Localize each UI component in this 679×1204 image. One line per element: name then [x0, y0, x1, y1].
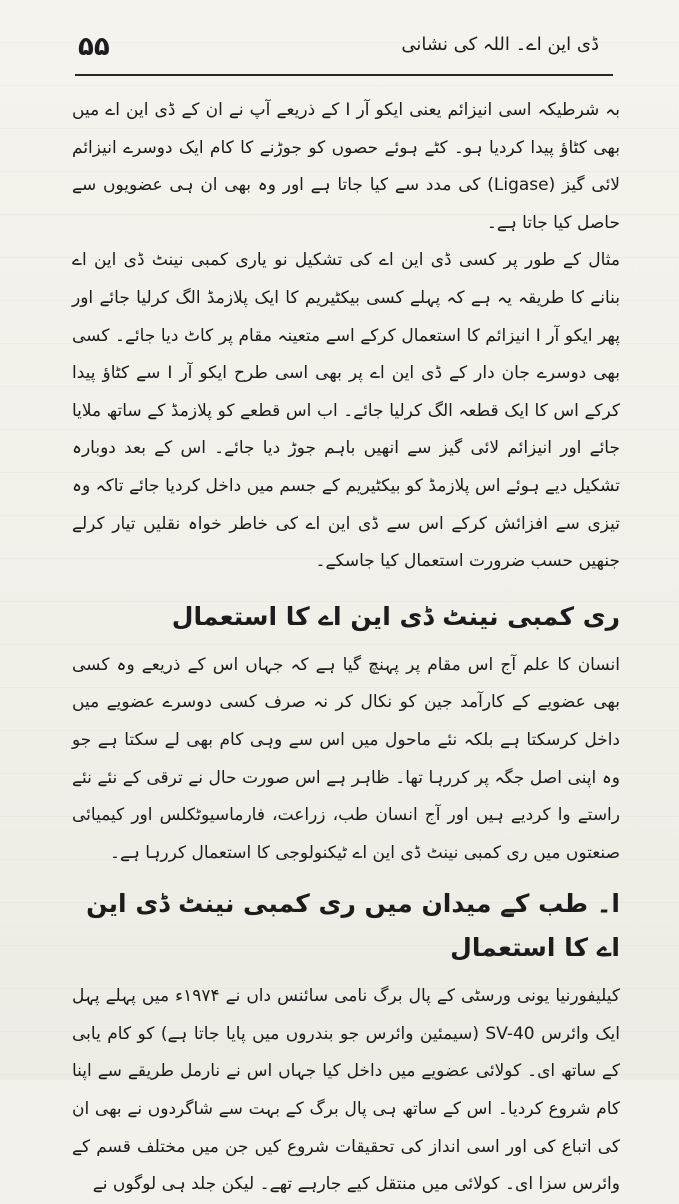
header-rule: [75, 74, 613, 76]
running-title: ڈی این اے۔ اللہ کی نشانی: [401, 34, 599, 55]
page-header: [60, 28, 599, 68]
section-heading: ا۔ طب کے میدان میں ری کمبی نینٹ ڈی این اے کا استعمال: [86, 889, 620, 963]
page-number: ۵۵: [78, 32, 110, 62]
page-body: [72, 92, 620, 1204]
paragraph: انسان کا علم آج اس مقام پر پہنچ گیا ہے کہ جہاں اس کے ذریعے وہ کسی بھی عضویے کے کارآمد جین کو نکال کر نہ صرف کسی دوسرے عضویے میں داخل کرسکتا ہے بلکہ نئے ماحول میں اس سے وہی کام بھی لے سکتا ہے جو وہ اپنی اصل جگہ پر کررہا تھا۔ ظاہر ہے اس صورت حال نے ترقی کے نئے نئے راستے وا کردیے ہیں اور آج انسان طب، زراعت، فارماسیوٹکلس اور کیمیائی صنعتوں میں ری کمبی نینٹ ڈی این اے ٹیکنولوجی کا استعمال کررہا ہے۔: [72, 654, 620, 863]
paragraph: کیلیفورنیا یونی ورسٹی کے پال برگ نامی سائنس داں نے ۱۹۷۴ء میں پہلے پہل ایک وائرس SV-40 (سیمئین وائرس جو بندروں میں پایا جاتا ہے) کو کام یابی کے ساتھ ای۔ کولائی عضویے میں داخل کیا جہاں اس نے نارمل طریقے سے اپنا کام شروع کردیا۔ اس کے ساتھ ہی پال برگ کے بہت سے شاگردوں نے بھی ان کی اتباع کی اور اسی انداز کی تحقیقات شروع کیں جن میں مختلف قسم کے وائرس سزا ای۔ کولائی میں منتقل کیے جارہے تھے۔ لیکن جلد ہی لوگوں نے: [72, 986, 620, 1195]
paragraph: بہ شرطیکہ اسی انیزائم یعنی ایکو آر I کے ذریعے آپ نے ان کے ڈی این اے میں بھی کٹاؤ پیدا کردیا ہو۔ کٹے ہوئے حصوں کو جوڑنے کا کام ایک دوسرے انیزائم لائی گیز (Ligase) کی مدد سے کیا جاتا ہے اور وہ بھی ان ہی عضویوں سے حاصل کیا جاتا ہے۔: [72, 100, 620, 233]
section-heading: ری کمبی نینٹ ڈی این اے کا استعمال: [171, 601, 620, 631]
paragraph: مثال کے طور پر کسی ڈی این اے کی تشکیل نو یاری کمبی نینٹ ڈی این اے بنانے کا طریقہ یہ ہے کہ پہلے کسی بیکٹیریم کا ایک پلازمڈ الگ کرلیا جائے اور پھر ایکو آر I انیزائم کا استعمال کرکے اسے متعینہ مقام پر کاٹ دیا جائے۔ کسی بھی دوسرے جان دار کے ڈی این اے پر بھی اسی طرح ایکو آر I سے کٹاؤ پیدا کرکے اس کا ایک قطعہ الگ کرلیا جائے۔ اب اس قطعے کو پلازمڈ کے ساتھ ملایا جائے اور انیزائم لائی گیز سے انھیں باہم جوڑ دیا جائے۔ اس کے بعد دوبارہ تشکیل دیے ہوئے اس پلازمڈ کو بیکٹیریم کے جسم میں داخل کردیا جائے تاکہ وہ تیزی سے افزائش کرکے اس سے ڈی این اے کی خاطر خواہ نقلیں تیار کرلے جنھیں حسب ضرورت استعمال کیا جاسکے۔: [72, 250, 620, 572]
